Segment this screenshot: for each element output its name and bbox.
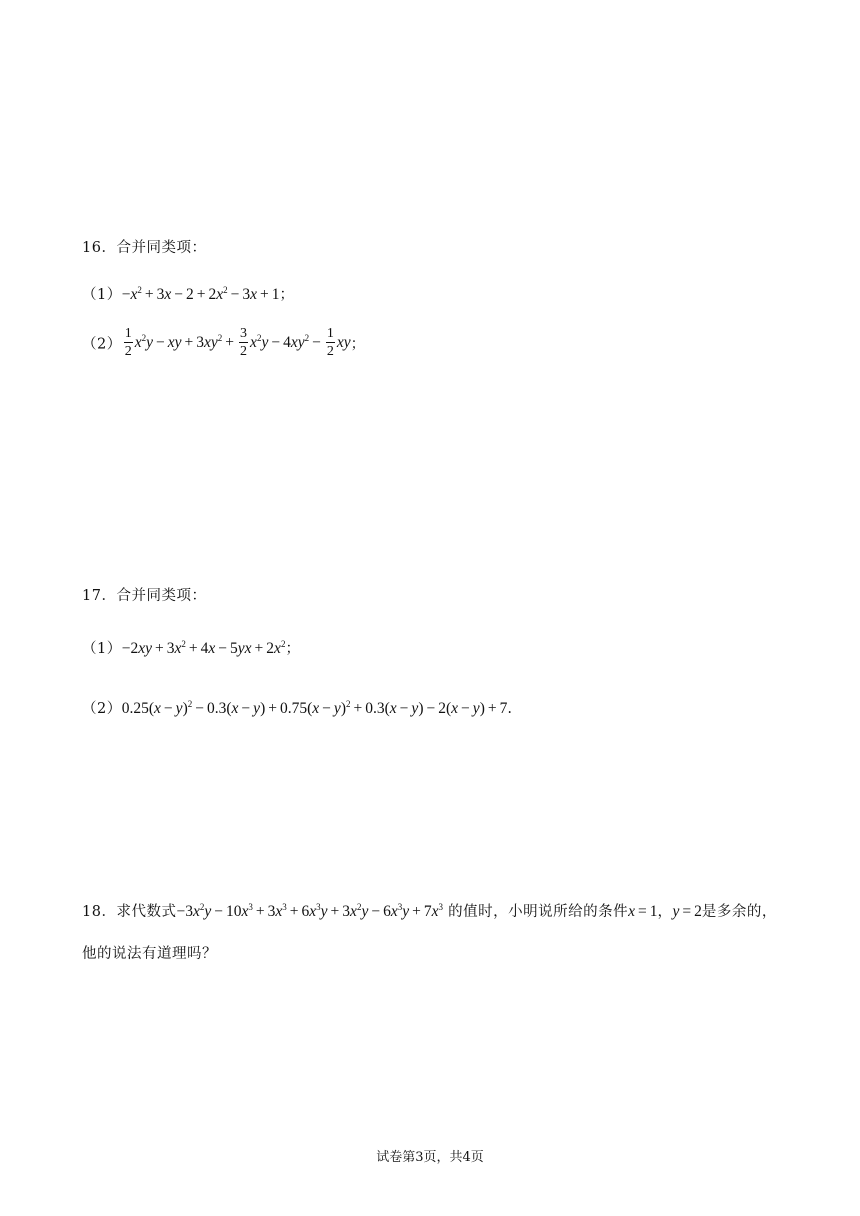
question-17-stem: 17．合并同类项： [82, 588, 207, 604]
part-end: ； [350, 336, 366, 353]
part-end: . [507, 701, 513, 717]
question-18-prefix: 18．求代数式 [82, 904, 177, 920]
page-footer: 试卷第3页，共4页 [376, 1150, 484, 1165]
question-16-stem: 16．合并同类项： [82, 240, 207, 256]
expression-18: $-3x^2y - 10x^3 + 3x^3 + 6x^3y + 3x^2y - 6x^3y + 7x^3$ [176, 902, 443, 920]
question-18-line-2: 他的说法有道理吗？ [82, 946, 217, 962]
question-18-line-1 [82, 900, 777, 921]
part-end: ； [279, 287, 295, 303]
expression-16-1: $-x^2 + 3x - 2 + 2x^2 - 3x + 1$ [121, 285, 280, 303]
part-end: ； [285, 641, 301, 657]
part-label: （1） [82, 641, 122, 657]
part-label: （2） [82, 336, 122, 353]
question-18-suffix: 是多余的， [701, 904, 777, 920]
expression-17-2: $0.25(x - y)^2 - 0.3(x - y) + 0.75(x - y)^2 + 0.3(x - y) - 2(x - y) + 7$ [121, 699, 508, 717]
question-16-part-1 [82, 283, 295, 304]
question-16-part-2 [82, 327, 366, 359]
condition-x: x = 1 [628, 903, 658, 920]
separator: ， [657, 904, 673, 920]
fraction-three-halves: $\frac{3}{2}$ [240, 326, 248, 359]
expression-17-1: $-2xy + 3x^2 + 4x - 5yx + 2x^2$ [121, 639, 286, 657]
fraction-one-half: $\frac{1}{2}$ [124, 326, 132, 359]
part-label: （2） [82, 701, 122, 717]
question-18-middle: 的值时，小明说所给的条件 [448, 904, 629, 920]
condition-y: y = 2 [672, 903, 702, 920]
question-17-part-1 [82, 637, 300, 658]
fraction-one-half: $\frac{1}{2}$ [326, 326, 334, 359]
expression-16-2: $\frac{1}{2}$ $x^2y$ − xy + $3xy^2$ + $\frac{3}{2}$ $x^2y - 4xy^2$ − $\frac{1}{2}$ xy [124, 326, 351, 359]
part-label: （1） [82, 287, 122, 303]
question-17-part-2 [82, 697, 512, 718]
